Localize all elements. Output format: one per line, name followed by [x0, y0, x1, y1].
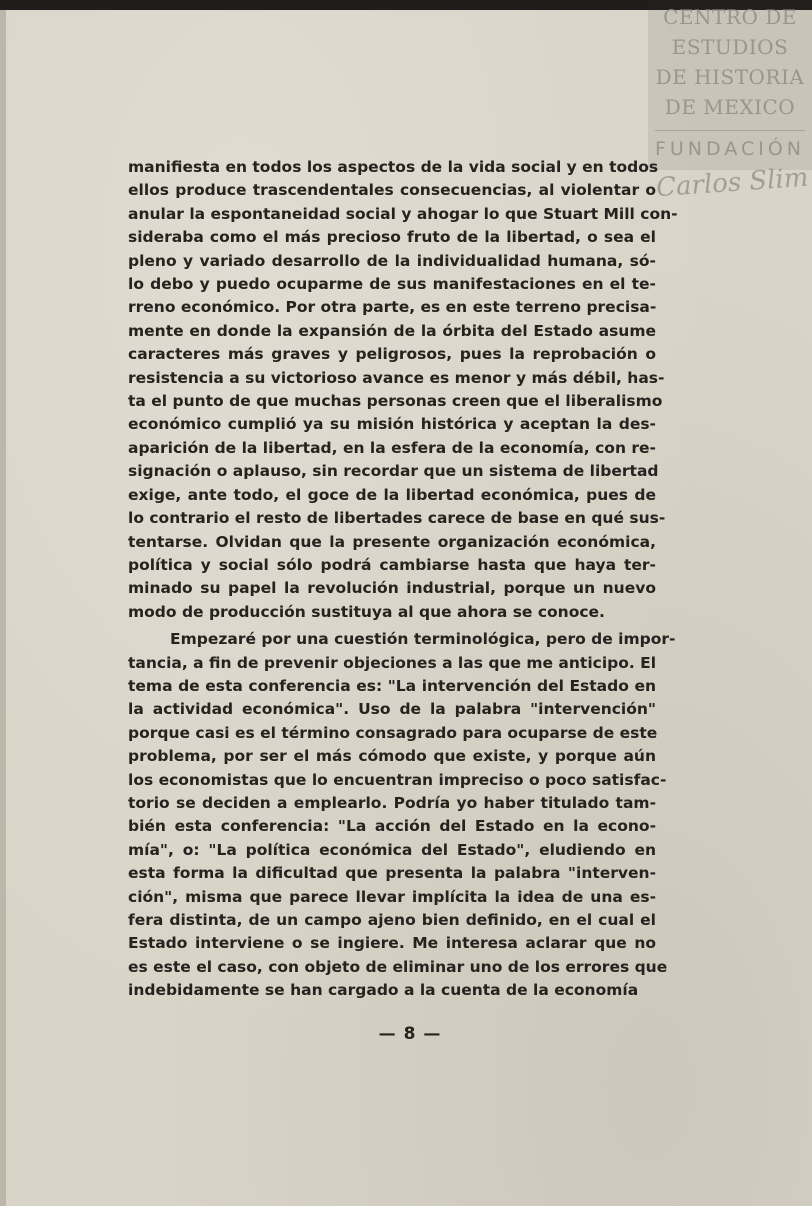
watermark-signature: Carlos Slim	[654, 162, 809, 204]
text-line: sideraba como el más precioso fruto de la libertad, o sea el	[128, 228, 656, 247]
paragraph-2	[128, 628, 676, 1003]
text-line: fera distinta, de un campo ajeno bien definido, en el cual el	[128, 911, 656, 929]
text-line: caracteres más graves y peligrosos, pues la reprobación o	[128, 345, 656, 364]
text-line: signación o aplauso, sin recordar que un sistema de libertad	[128, 462, 659, 481]
text-line: torio se deciden a emplearlo. Podría yo haber titulado tam-	[128, 793, 656, 812]
paragraph-1	[128, 156, 678, 624]
text-line: mía", o: "La política económica del Estado", eludiendo en	[128, 840, 656, 859]
text-line: económico cumplió ya su misión histórica y aceptan la des-	[128, 415, 656, 434]
text-line: aparición de la libertad, en la esfera de la economía, con re-	[128, 438, 656, 457]
watermark-line: DE MEXICO	[664, 95, 796, 119]
text-line: esta forma la dificultad que presenta la palabra "interven-	[128, 864, 656, 883]
watermark-line: CENTRO DE	[663, 5, 797, 29]
text-line: mente en donde la expansión de la órbita del Estado asume	[128, 321, 656, 340]
text-line: tema de esta conferencia es: "La intervención del Estado en	[128, 676, 656, 695]
text-line: modo de producción sustituya al que ahora se conoce.	[128, 602, 605, 621]
text-line: es este el caso, con objeto de eliminar uno de los errores que	[128, 957, 668, 976]
text-line: minado su papel la revolución industrial, porque un nuevo	[128, 579, 656, 598]
text-line: Estado interviene o se ingiere. Me interesa aclarar que no	[128, 934, 656, 953]
text-line: porque casi es el término consagrado para ocuparse de este	[128, 723, 658, 742]
text-line: anular la espontaneidad social y ahogar lo que Stuart Mill con-	[128, 204, 678, 223]
text-line: ellos produce trascendentales consecuencias, al violentar o	[128, 181, 656, 200]
text-line: lo contrario el resto de libertades carece de base en qué sus-	[128, 509, 666, 528]
watermark-divider	[655, 130, 805, 131]
page-number: — 8 —	[378, 1024, 442, 1044]
archive-watermark	[648, 0, 812, 170]
watermark-line: DE HISTORIA	[655, 65, 805, 89]
page-left-edge	[0, 10, 6, 1206]
text-line: exige, ante todo, el goce de la libertad económica, pues de	[128, 485, 656, 504]
text-line: bién esta conferencia: "La acción del Estado en la econo-	[128, 817, 656, 836]
text-line: ta el punto de que muchas personas creen que el liberalismo	[128, 392, 663, 411]
text-line: problema, por ser el más cómodo que existe, y porque aún	[128, 747, 656, 766]
text-line: tentarse. Olvidan que la presente organización económica,	[128, 532, 656, 551]
text-line: lo debo y puedo ocuparme de sus manifestaciones en el te-	[128, 275, 656, 294]
text-line: tancia, a fin de prevenir objeciones a las que me anticipo. El	[128, 653, 657, 672]
text-line: Empezaré por una cuestión terminológica, pero de impor-	[170, 630, 676, 649]
watermark-foundation: FUNDACIÓN	[654, 138, 806, 160]
text-line: indebidamente se han cargado a la cuenta de la economía	[128, 981, 639, 1000]
text-line: rreno económico. Por otra parte, es en este terreno precisa-	[128, 298, 657, 317]
text-line: política y social sólo podrá cambiarse hasta que haya ter-	[128, 555, 656, 574]
text-line: los economistas que lo encuentran impreciso o poco satisfac-	[128, 770, 667, 789]
body-text	[128, 156, 678, 1003]
text-line: pleno y variado desarrollo de la individualidad humana, só-	[128, 251, 656, 270]
text-line: la actividad económica". Uso de la palabra "intervención"	[128, 700, 656, 719]
text-line: manifiesta en todos los aspectos de la vida social y en todos	[128, 158, 659, 176]
watermark-line: ESTUDIOS	[671, 35, 789, 59]
text-line: ción", misma que parece llevar implícita la idea de una es-	[128, 887, 656, 906]
text-line: resistencia a su victorioso avance es menor y más débil, has-	[128, 368, 665, 387]
